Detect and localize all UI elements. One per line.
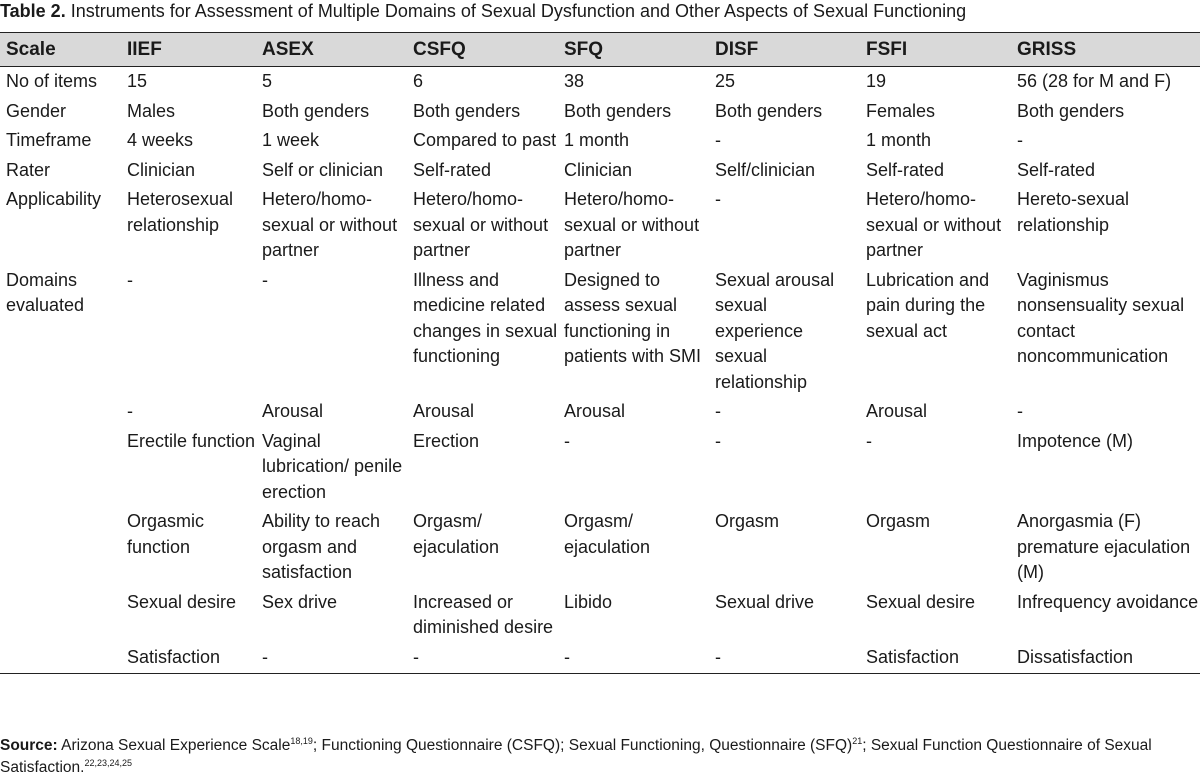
source-text-3: ; Sexual Function Questionnaire of Sexual Satisfaction. — [0, 737, 1152, 776]
table-cell: Satisfaction — [860, 645, 1011, 674]
table-cell: Illness and medicine related changes in sexual functioning — [413, 269, 558, 366]
table-cell: Libido — [564, 591, 613, 612]
table-row — [0, 429, 1200, 510]
table-cell: Impotence (M) — [1017, 430, 1134, 451]
header-csfq: CSFQ — [407, 33, 558, 67]
table-row — [0, 128, 1200, 158]
row-label-cell: Applicability — [6, 189, 102, 209]
row-label-cell: Gender — [6, 100, 67, 121]
source-ref-1: 18,19 — [290, 735, 313, 746]
table-cell: - — [407, 645, 558, 674]
row-label-cell — [0, 645, 121, 674]
table-cell: - — [1017, 130, 1023, 150]
table-cell: Hetero/homo-sexual or without partner — [866, 189, 1002, 260]
table-cell: - — [715, 430, 721, 451]
table-cell: 5 — [262, 71, 273, 91]
row-label-cell: Timeframe — [6, 130, 92, 150]
table-cell: - — [127, 401, 133, 421]
table-cell: Clinician — [127, 159, 196, 180]
row-label-cell: Rater — [6, 159, 51, 180]
table-cell: Infrequency avoidance — [1017, 591, 1199, 612]
table-cell: 25 — [715, 71, 736, 91]
header-iief: IIEF — [121, 33, 256, 67]
table-cell: 1 month — [866, 130, 932, 150]
table-cell: Satisfaction — [121, 645, 256, 674]
table-cell: Anorgasmia (F) premature ejaculation (M) — [1017, 511, 1191, 582]
table-cell: 4 weeks — [127, 130, 194, 150]
header-sfq: SFQ — [558, 33, 709, 67]
table-cell: Sexual desire — [866, 591, 976, 612]
table-cell: Increased or diminished desire — [413, 591, 554, 637]
table-cell: 1 week — [262, 130, 320, 150]
table-cell: Dissatisfaction — [1011, 645, 1200, 674]
instruments-table — [0, 32, 1200, 674]
table-cell: - — [715, 189, 721, 209]
table-cell: Both genders — [413, 100, 521, 121]
table-cell: - — [709, 645, 860, 674]
table-cell: Lubrication and pain during the sexual act — [866, 269, 990, 341]
row-label-cell: No of items — [6, 71, 98, 91]
table-cell: 19 — [866, 71, 887, 91]
table-caption — [0, 0, 1200, 24]
table-row — [0, 590, 1200, 645]
table-cell: Arousal — [564, 401, 626, 421]
table-cell: Compared to past — [413, 130, 557, 150]
table-cell: Sex drive — [262, 591, 338, 612]
table-cell: Vaginal lubrication/ penile erection — [262, 430, 403, 502]
row-label-cell — [0, 399, 121, 429]
table-cell: Orgasmic function — [127, 511, 205, 557]
table-cell: - — [564, 430, 570, 451]
header-asex: ASEX — [256, 33, 407, 67]
table-cell: Arousal — [413, 401, 475, 421]
table-cell: Sexual drive — [715, 591, 815, 612]
caption-label: Table 2. — [0, 1, 66, 21]
table-cell: Orgasm/ ejaculation — [564, 511, 651, 557]
table-cell: Both genders — [262, 100, 370, 121]
table-cell: Designed to assess sexual functioning in patients with SMI — [564, 269, 702, 366]
row-label-cell — [0, 590, 121, 645]
table-cell: Clinician — [564, 159, 633, 180]
table-cell: Self-rated — [413, 159, 492, 180]
table-row — [0, 187, 1200, 268]
table-cell: Erectile function — [127, 430, 256, 451]
table-row — [0, 399, 1200, 429]
table-cell: - — [1017, 401, 1023, 421]
source-ref-2: 21 — [852, 735, 863, 746]
table-cell: 15 — [127, 71, 148, 91]
source-note — [0, 735, 1200, 779]
table-cell: Arousal — [866, 401, 928, 421]
table-body — [0, 67, 1200, 674]
table-cell: Hetero/homo-sexual or without partner — [262, 189, 398, 260]
table-row — [0, 99, 1200, 129]
table-cell: 1 month — [564, 130, 630, 150]
table-cell: 6 — [413, 71, 424, 91]
table-cell: - — [127, 269, 133, 290]
table-cell: Males — [127, 100, 176, 121]
table-cell: Orgasm/ ejaculation — [413, 511, 500, 557]
caption-text: Instruments for Assessment of Multiple Domains of Sexual Dysfunction and Other Aspects of Sexual Functioning — [70, 1, 967, 21]
source-label: Source: — [0, 737, 58, 754]
source-text-1: Arizona Sexual Experience Scale — [61, 737, 291, 754]
table-cell: Females — [866, 100, 936, 121]
table-cell: - — [715, 130, 721, 150]
table-cell: 56 (28 for M and F) — [1017, 71, 1172, 91]
table-cell: Hetero/homo-sexual or without partner — [413, 189, 549, 260]
table-cell: Sexual arousal sexual experience sexual relationship — [715, 269, 835, 392]
row-label-cell — [0, 429, 121, 510]
header-disf: DISF — [709, 33, 860, 67]
table-cell: Self-rated — [1017, 159, 1096, 180]
table-cell: - — [262, 269, 268, 290]
table-cell: Self/clinician — [715, 159, 816, 180]
row-label-cell: Domains evaluated — [6, 269, 85, 315]
table-cell: Both genders — [564, 100, 672, 121]
header-scale: Scale — [0, 33, 121, 67]
table-cell: Vaginismus nonsensuality sexual contact noncommunication — [1017, 269, 1185, 366]
table-row — [0, 645, 1200, 674]
header-griss: GRISS — [1011, 33, 1200, 67]
row-label-cell — [0, 509, 121, 590]
table-cell: - — [715, 401, 721, 421]
table-cell: Self-rated — [866, 159, 945, 180]
table-cell: - — [256, 645, 407, 674]
table-header-row — [0, 33, 1200, 67]
table-cell: Hereto-sexual relationship — [1017, 189, 1130, 235]
table-cell: Orgasm — [715, 511, 780, 531]
table-cell: Ability to reach orgasm and satisfaction — [262, 511, 381, 582]
table-row — [0, 509, 1200, 590]
table-cell: - — [558, 645, 709, 674]
table-cell: Orgasm — [866, 511, 931, 531]
table-cell: 38 — [564, 71, 585, 91]
header-fsfi: FSFI — [860, 33, 1011, 67]
table-cell: Heterosexual relationship — [127, 189, 234, 235]
table-cell: Hetero/homo-sexual or without partner — [564, 189, 700, 260]
table-row — [0, 268, 1200, 400]
table-cell: Both genders — [715, 100, 823, 121]
table-cell: Erection — [413, 430, 480, 451]
table-cell: Both genders — [1017, 100, 1125, 121]
source-ref-3: 22,23,24,25 — [84, 757, 132, 768]
table-row — [0, 67, 1200, 99]
table-cell: Sexual desire — [127, 591, 237, 612]
source-text-2: ; Functioning Questionnaire (CSFQ); Sexual Functioning, Questionnaire (SFQ) — [312, 737, 853, 754]
table-cell: Arousal — [262, 401, 324, 421]
table-cell: - — [866, 430, 872, 451]
table-row — [0, 158, 1200, 188]
table-cell: Self or clinician — [262, 159, 384, 180]
